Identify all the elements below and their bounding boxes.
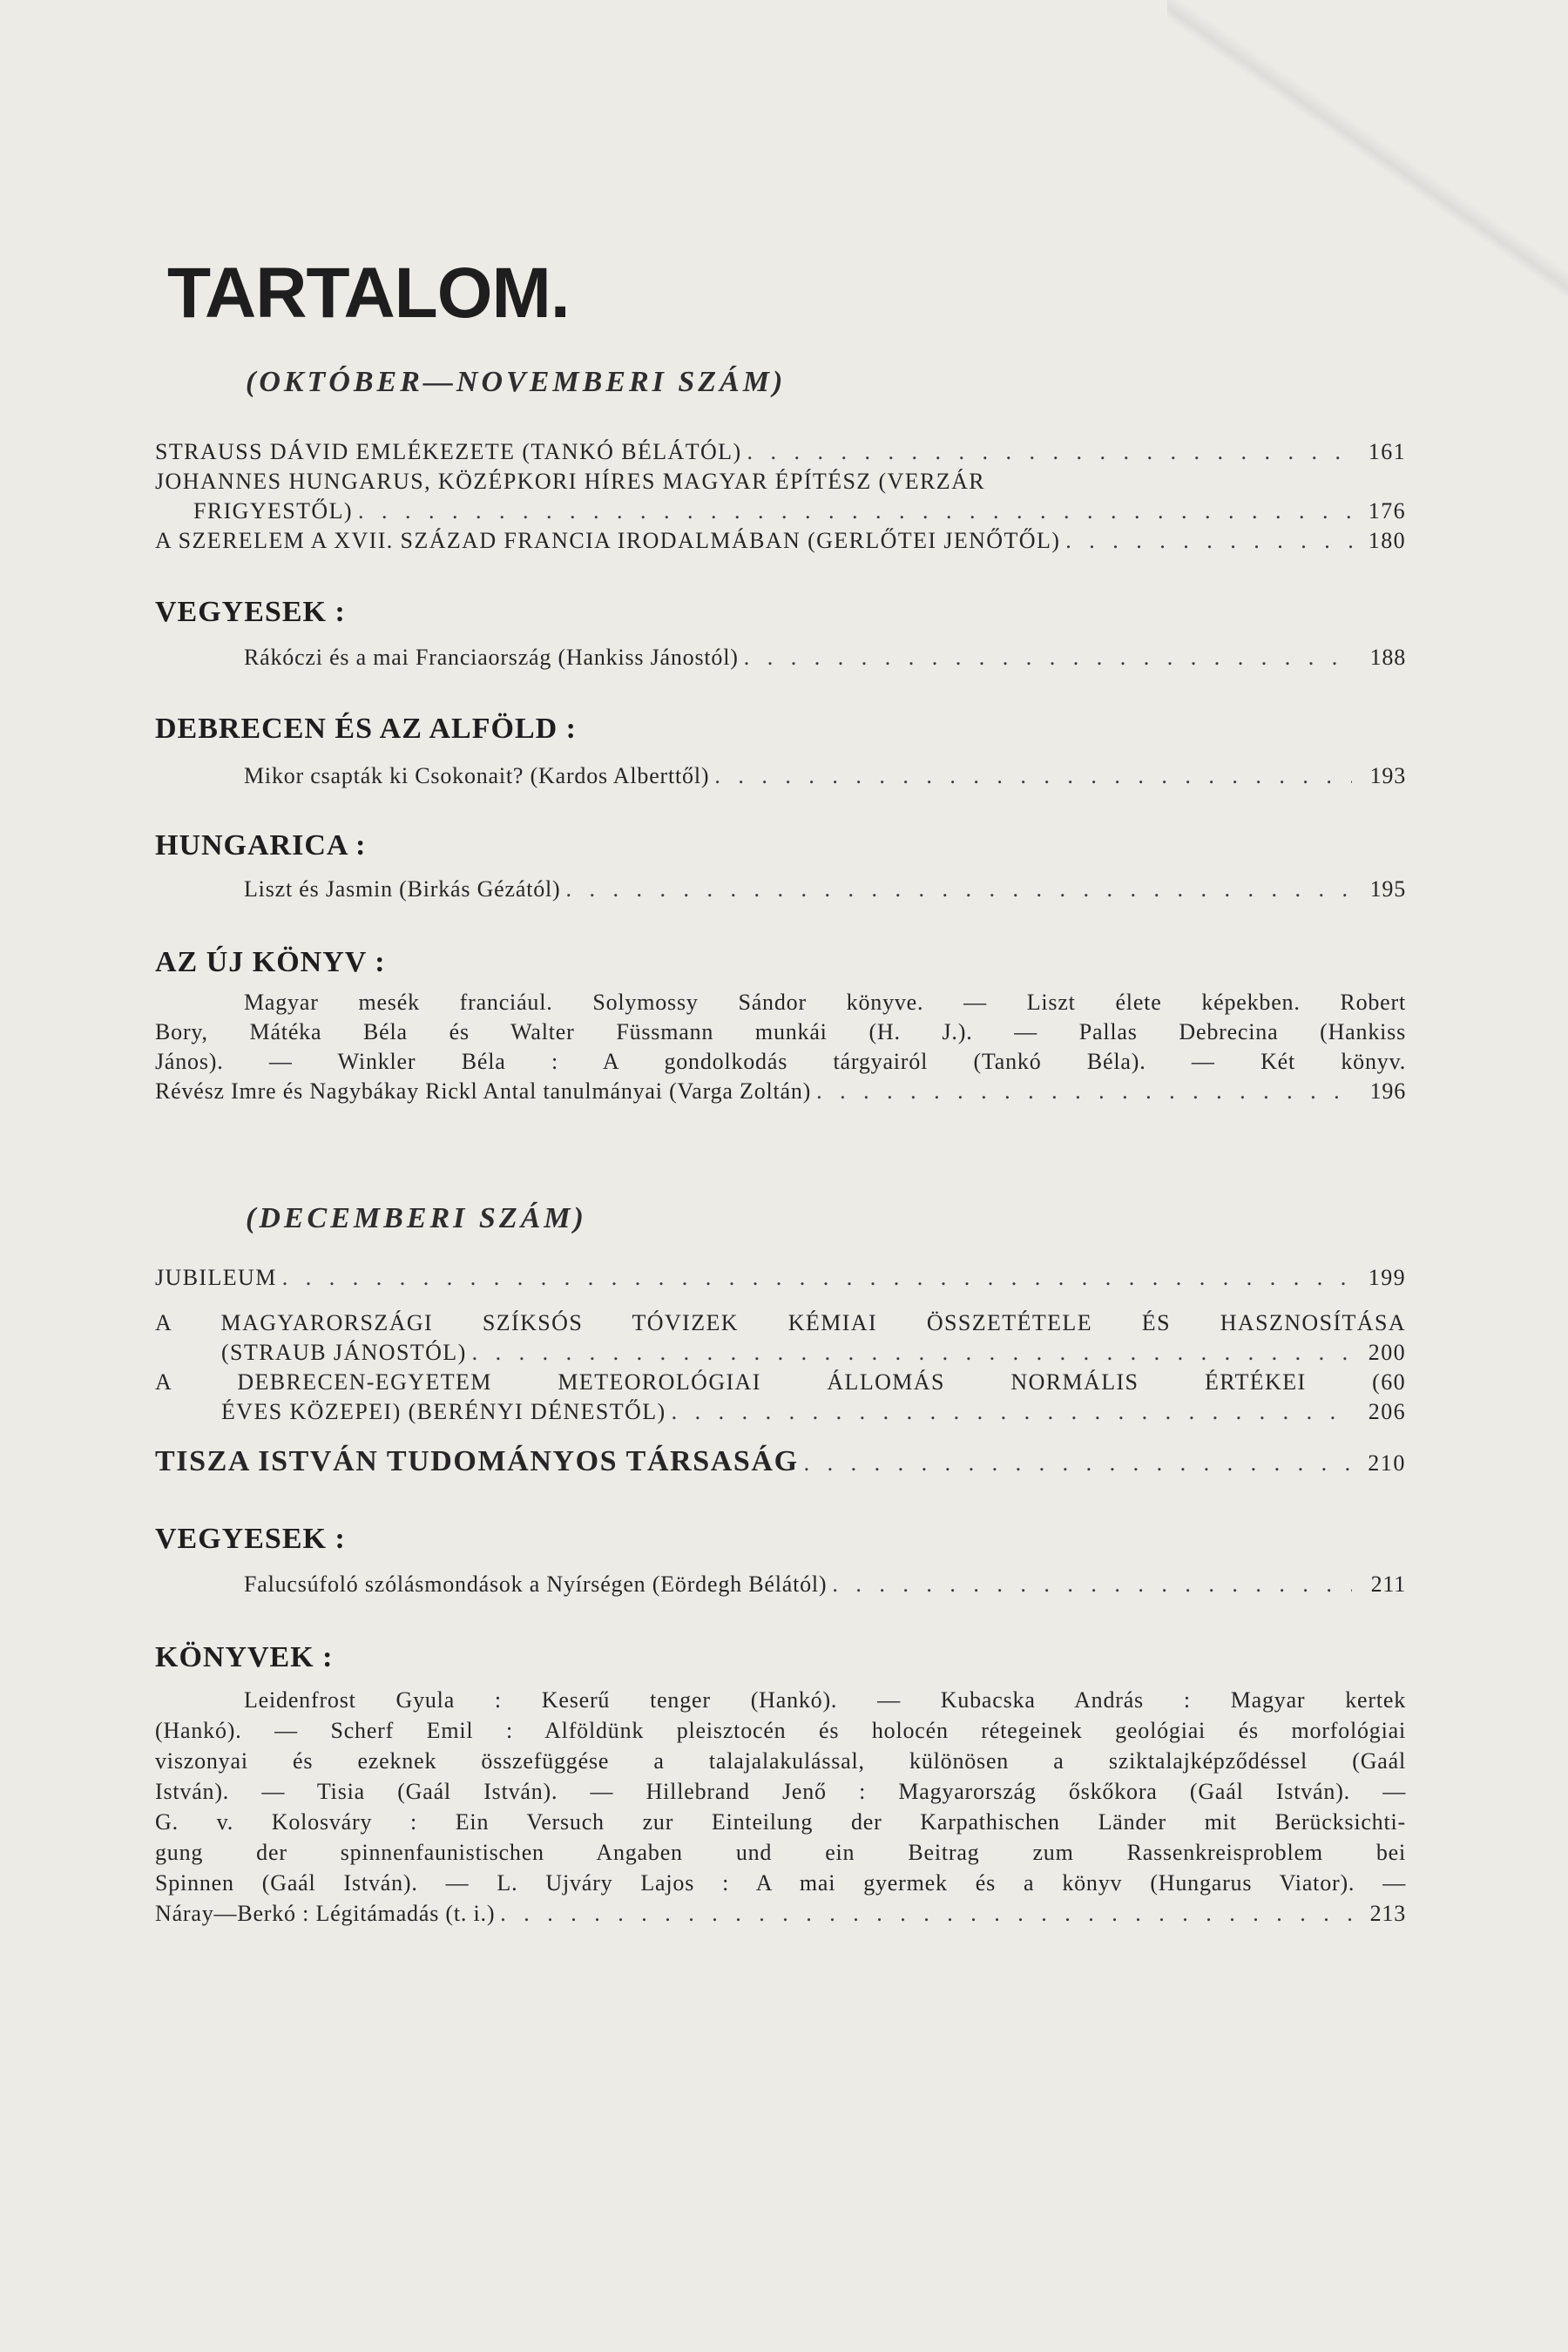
- toc-entry-berenyi[interactable]: [155, 1368, 1406, 1427]
- leader-dots: [832, 1570, 1352, 1599]
- toc-entry-jubileum[interactable]: [155, 1263, 1406, 1293]
- toc-entry-tisza[interactable]: [155, 1443, 1406, 1483]
- entry-title: A SZERELEM A XVII. SZÁZAD FRANCIA IRODALMÁBAN (GERLŐTEI JENŐTŐL): [155, 528, 1061, 553]
- leader-dots: [358, 497, 1352, 526]
- section-heading-vegyesek-dec: VEGYESEK :: [155, 1523, 346, 1555]
- page-number: 196: [1369, 1078, 1406, 1104]
- leader-dots: [744, 643, 1352, 672]
- section-heading-debrecen: DEBRECEN ÉS AZ ALFÖLD :: [155, 713, 577, 745]
- paragraph-line: gung der spinnenfaunistischen Angaben und ein Beitrag zum Rassenkreisproblem bei: [155, 1840, 1406, 1865]
- leader-dots: [816, 1077, 1352, 1106]
- page-number: 200: [1368, 1340, 1406, 1365]
- section-heading-hungarica: HUNGARICA :: [155, 829, 367, 862]
- page-number: 206: [1368, 1399, 1406, 1424]
- toc-entry-szerelem[interactable]: [155, 526, 1406, 556]
- entry-title-line1: A DEBRECEN-EGYETEM METEOROLÓGIAI ÁLLOMÁS NORMÁLIS ÉRTÉKEI (60: [155, 1369, 1406, 1395]
- issue-label-oct-nov: (OKTÓBER—NOVEMBERI SZÁM): [246, 366, 787, 398]
- paragraph-line: (Hankó). — Scherf Emil : Alföldünk pleisztocén és holocén rétegeinek geológiai és morfológiai: [155, 1718, 1406, 1743]
- toc-entry-strauss[interactable]: [155, 437, 1406, 467]
- leader-dots: [672, 1397, 1352, 1427]
- entry-title-line2: FRIGYESTŐL): [193, 498, 353, 524]
- paragraph-line: István). — Tisia (Gaál István). — Hillebrand Jenő : Magyarország őskőkora (Gaál István). —: [155, 1779, 1406, 1804]
- leader-dots: [472, 1338, 1352, 1368]
- leader-dots: [714, 761, 1352, 791]
- entry-title: TISZA ISTVÁN TUDOMÁNYOS TÁRSASÁG: [155, 1445, 799, 1477]
- paragraph-line: viszonyai és ezeknek összefüggése a talajalakulással, különösen a sziktalajképződéssel (Gaál: [155, 1748, 1406, 1774]
- leader-dots: [747, 437, 1352, 467]
- leader-dots: [500, 1898, 1352, 1929]
- toc-entry-rakoczi[interactable]: [244, 643, 1406, 672]
- entry-last-line: Révész Imre és Nagybákay Rickl Antal tanulmányai (Varga Zoltán): [155, 1078, 812, 1104]
- leader-dots: [282, 1263, 1352, 1293]
- page-number: 176: [1368, 498, 1406, 524]
- page-number: 210: [1368, 1450, 1406, 1476]
- page-title: TARTALOM.: [167, 253, 570, 333]
- entry-title: STRAUSS DÁVID EMLÉKEZETE (TANKÓ BÉLÁTÓL): [155, 439, 742, 464]
- leader-dots: [566, 875, 1352, 904]
- section-heading-uj-konyv: AZ ÚJ KÖNYV :: [155, 946, 386, 978]
- page-number: 180: [1368, 528, 1406, 553]
- page-number: 161: [1368, 439, 1406, 464]
- entry-last-line: Náray—Berkó : Légitámadás (t. i.): [155, 1901, 496, 1926]
- toc-entry-falucsufolo[interactable]: [244, 1570, 1406, 1599]
- page-number: 193: [1369, 763, 1406, 788]
- section-heading-konyvek: KÖNYVEK :: [155, 1641, 334, 1673]
- paragraph-line: Leidenfrost Gyula : Keserű tenger (Hankó). — Kubacska András : Magyar kertek: [244, 1687, 1406, 1713]
- toc-entry-uj-konyv[interactable]: [155, 988, 1406, 1106]
- entry-title: Falucsúfoló szólásmondások a Nyírségen (Eördegh Bélától): [244, 1571, 828, 1597]
- page-number: 195: [1369, 876, 1406, 902]
- issue-label-december: (DECEMBERI SZÁM): [246, 1202, 587, 1234]
- leader-dots: [1065, 526, 1352, 556]
- paragraph-line: János). — Winkler Béla : A gondolkodás tárgyairól (Tankó Béla). — Két könyv.: [155, 1049, 1406, 1074]
- toc-entry-csokonai[interactable]: [244, 761, 1406, 791]
- leader-dots: [804, 1444, 1352, 1483]
- toc-entry-konyvek[interactable]: [155, 1685, 1406, 1929]
- page-crease: [1167, 0, 1568, 296]
- section-heading-vegyesek: VEGYESEK :: [155, 596, 346, 628]
- paragraph-line: Magyar mesék franciául. Solymossy Sándor könyve. — Liszt élete képekben. Robert: [244, 990, 1406, 1015]
- toc-entry-straub[interactable]: [155, 1308, 1406, 1368]
- toc-entry-liszt-jasmin[interactable]: [244, 875, 1406, 904]
- entry-title: Rákóczi és a mai Franciaország (Hankiss Jánostól): [244, 645, 739, 670]
- paragraph-line: Bory, Mátéka Béla és Walter Füssmann munkái (H. J.). — Pallas Debrecina (Hankiss: [155, 1019, 1406, 1044]
- paragraph-line: Spinnen (Gaál István). — L. Ujváry Lajos : A mai gyermek és a könyv (Hungarus Viator). —: [155, 1870, 1406, 1896]
- entry-title: Liszt és Jasmin (Birkás Gézától): [244, 876, 561, 902]
- paragraph-line: G. v. Kolosváry : Ein Versuch zur Einteilung der Karpathischen Länder mit Berücksichti-: [155, 1809, 1406, 1835]
- page-number: 199: [1368, 1265, 1406, 1290]
- page-number: 188: [1369, 645, 1406, 670]
- page-number: 213: [1369, 1901, 1406, 1926]
- page-number: 211: [1370, 1571, 1406, 1597]
- entry-title-line1: A MAGYARORSZÁGI SZÍKSÓS TÓVIZEK KÉMIAI ÖSSZETÉTELE ÉS HASZNOSÍTÁSA: [155, 1310, 1406, 1335]
- entry-title-line1: JOHANNES HUNGARUS, KÖZÉPKORI HÍRES MAGYAR ÉPÍTÉSZ (VERZÁR: [155, 469, 985, 494]
- entry-title-line2: (STRAUB JÁNOSTÓL): [221, 1340, 467, 1365]
- toc-entry-johannes-hungarus[interactable]: [155, 467, 1406, 526]
- entry-title: JUBILEUM: [155, 1265, 277, 1290]
- entry-title-line2: ÉVES KÖZEPEI) (BERÉNYI DÉNESTŐL): [221, 1399, 666, 1424]
- entry-title: Mikor csapták ki Csokonait? (Kardos Alberttől): [244, 763, 710, 788]
